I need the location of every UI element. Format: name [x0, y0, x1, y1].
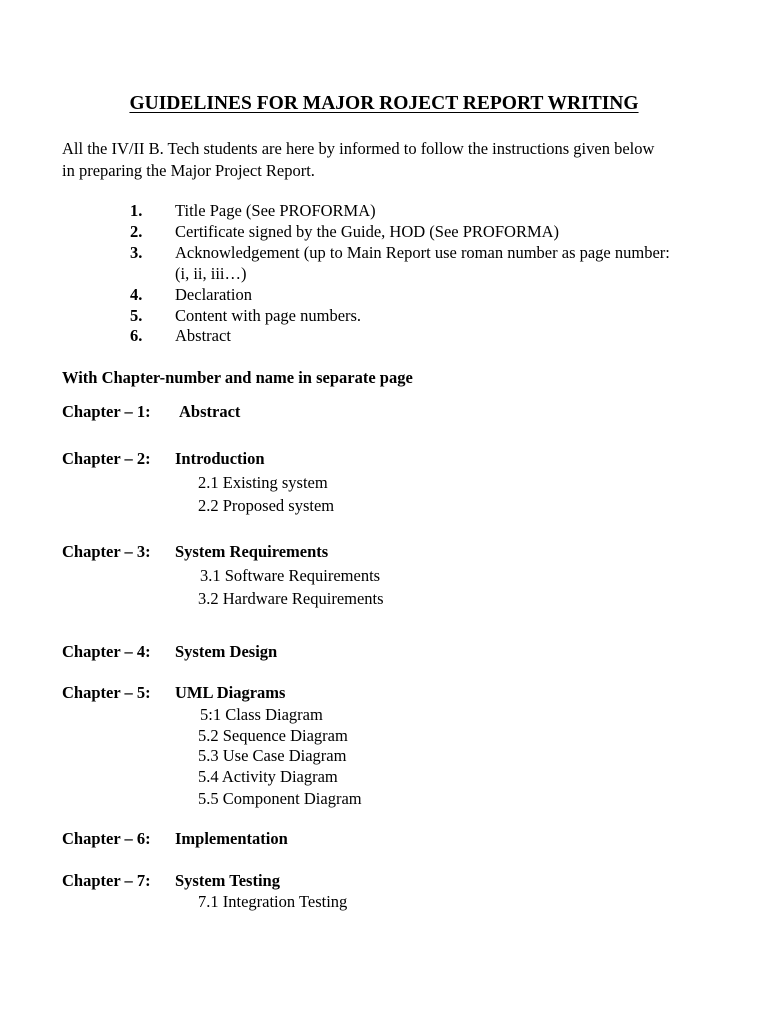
list-item-text: Declaration: [175, 285, 252, 304]
chapter-section-heading: With Chapter-number and name in separate page: [62, 368, 413, 387]
list-item-number: 3.: [130, 243, 143, 262]
chapter-label: Chapter – 5:: [62, 683, 151, 702]
chapter-label: Chapter – 2:: [62, 449, 151, 468]
list-item-number: 1.: [130, 201, 143, 220]
list-item-number: 6.: [130, 326, 143, 345]
chapter-subsection: 5.5 Component Diagram: [198, 789, 362, 808]
chapter-label: Chapter – 3:: [62, 542, 151, 561]
list-item-number: 4.: [130, 285, 143, 304]
chapter-name: System Requirements: [175, 542, 329, 561]
chapter-subsection: 5.2 Sequence Diagram: [198, 726, 348, 745]
list-item-text: Title Page (See PROFORMA): [175, 201, 376, 220]
list-item-continuation: (i, ii, iii…): [175, 264, 247, 283]
page-title: GUIDELINES FOR MAJOR ROJECT REPORT WRITING: [129, 93, 639, 114]
chapter-name: Abstract: [179, 402, 241, 421]
chapter-subsection: 2.2 Proposed system: [198, 496, 335, 515]
chapter-subsection: 3.1 Software Requirements: [200, 566, 381, 585]
chapter-subsection: 5:1 Class Diagram: [200, 705, 323, 724]
list-item-text: Content with page numbers.: [175, 306, 362, 325]
chapter-name: System Design: [175, 642, 278, 661]
chapter-subsection: 3.2 Hardware Requirements: [198, 589, 384, 608]
chapter-subsection: 7.1 Integration Testing: [198, 892, 348, 911]
list-item-text: Abstract: [175, 326, 231, 345]
intro-paragraph: [62, 138, 722, 182]
list-item-text: Acknowledgement (up to Main Report use roman number as page number:: [175, 243, 670, 262]
chapter-name: System Testing: [175, 871, 280, 890]
chapter-label: Chapter – 6:: [62, 829, 151, 848]
chapter-subsection: 2.1 Existing system: [198, 473, 328, 492]
intro-line-2: in preparing the Major Project Report.: [62, 161, 315, 180]
list-item-number: 5.: [130, 306, 143, 325]
intro-line-1: All the IV/II B. Tech students are here by informed to follow the instructions given below: [62, 139, 655, 158]
chapter-name: Implementation: [175, 829, 288, 848]
list-item-number: 2.: [130, 222, 143, 241]
list-item-text: Certificate signed by the Guide, HOD (See PROFORMA): [175, 222, 560, 241]
chapter-subsection: 5.3 Use Case Diagram: [198, 746, 347, 765]
chapter-subsection: 5.4 Activity Diagram: [198, 767, 338, 786]
chapter-name: UML Diagrams: [175, 683, 286, 702]
chapter-label: Chapter – 4:: [62, 642, 151, 661]
chapter-label: Chapter – 1:: [62, 402, 151, 421]
chapter-name: Introduction: [175, 449, 265, 468]
chapter-label: Chapter – 7:: [62, 871, 151, 890]
